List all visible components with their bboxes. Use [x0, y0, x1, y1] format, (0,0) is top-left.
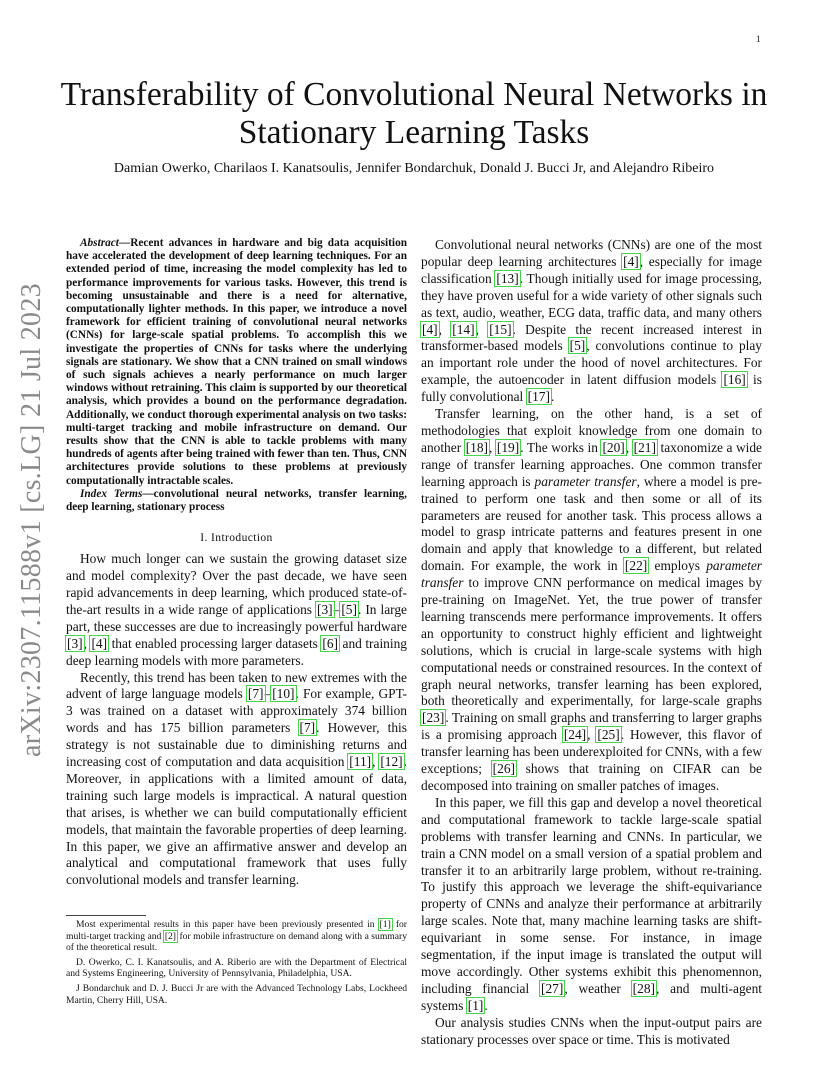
footnote-rule	[66, 915, 146, 916]
paper-title: Transferability of Convolutional Neural Networks in Stationary Learning Tasks	[60, 76, 768, 151]
citation-link[interactable]: [19]	[496, 439, 520, 455]
abstract-text: —Recent advances in hardware and big data acquisition have accelerated the development of deep learning techniques. For an extended period of time, increasing the model complexity has led to performance improvements for various tasks. However, this trend is becoming unsustainable and there is a need for alternative, computationally lighter methods. In this paper, we introduce a novel framework for efficient training of convolutional neural networks (CNNs) for large-scale spatial problems. To accomplish this we investigate the properties of CNNs for tasks where the underlying signals are stationary. We show that a CNN trained on small windows of such signals achieves a nearly performance on much larger windows without retraining. This claim is supported by our theoretical analysis, which provides a bound on the performance degradation. Additionally, we conduct thorough experimental analysis on two tasks: multi-target tracking and mobile infrastructure on demand. Our results show that the CNN is able to tackle problems with many hundreds of agents after being trained with fewer than ten. Thus, CNN architectures provide solutions to these problems at previously computationally intractable scales.	[66, 237, 407, 487]
body-paragraph: Convolutional neural networks (CNNs) are one of the most popular deep learning architectures [4], especially for image classification [13]. Though initially used for image processing, they have proven useful for a wide variety of other signals such as text, audio, weather, ECG data, traffic data, and many others [4], [14], [15]. Despite the recent increased interest in transformer-based models [5], convolutions continue to play an important role under the hood of novel architectures. For example, the autoencoder in latent diffusion models [16] is fully convolutional [17].	[421, 237, 763, 405]
citation-link[interactable]: [11]	[349, 754, 372, 770]
body-paragraph: Recently, this trend has been taken to new extremes with the advent of large language models [7]–[10]. For example, GPT-3 was trained on a dataset with approximately 374 billion words and has 175 billion parameters [7]. However, this strategy is not sustainable due to diminishing returns and increasing cost of computation and data acquisition [11], [12]. Moreover, in applications with a limited amount of data, training such large models is impractical. A natural question that arises, is whether we can build computationally efficient models, that maintain the favorable properties of deep learning. In this paper, we give an affirmative answer and develop an analytical and computational framework that uses fully convolutional models and transfer learning.	[66, 669, 407, 888]
citation-link[interactable]: [22]	[624, 558, 648, 574]
citation-link[interactable]: [14]	[452, 321, 475, 337]
footnote: J Bondarchuk and D. J. Bucci Jr are with the Advanced Technology Labs, Lockheed Martin, Cherry Hill, USA.	[66, 982, 407, 1006]
citation-link[interactable]: [12]	[380, 754, 403, 770]
emphasized-term: parameter transfer	[534, 473, 637, 489]
citation-link[interactable]: [7]	[247, 686, 264, 702]
body-paragraph: How much longer can we sustain the growing dataset size and model complexity? Over the past decade, we have seen rapid advancements in deep learning, which produced state-of-the-art results in a wide range of applications [3]–[5]. In large part, these successes are due to increasingly powerful hardware [3], [4] that enabled processing larger datasets [6] and training deep learning models with more parameters.	[66, 551, 408, 668]
citation-link[interactable]: [23]	[422, 710, 445, 726]
arxiv-identifier: arXiv:2307.11588v1 [cs.LG] 21 Jul 2023	[16, 283, 47, 757]
index-terms	[66, 488, 407, 514]
citation-link[interactable]: [27]	[541, 980, 564, 996]
citation-link[interactable]: [17]	[527, 389, 550, 405]
citation-link[interactable]: [13]	[496, 270, 519, 286]
left-column	[66, 237, 407, 889]
body-paragraph: In this paper, we fill this gap and develop a novel theoretical and computational framework to tackle large-scale spatial problems with transfer learning and CNNs. In particular, we train a CNN model on a small version of a spatial problem and transfer it to an arbitrarily large problem, without re-training. To justify this approach we leverage the shift-equivariance property of CNNs and analyze their performance at arbitrarily large scales. Note that, many machine learning tasks are shift-equivariant in some sense. For instance, in image segmentation, if the input image is translated the output will move accordingly. Other systems exhibit this phenomennon, including financial [27], weather [28], and multi-agent systems [1].	[421, 794, 762, 1013]
author-list: Damian Owerko, Charilaos I. Kanatsoulis, Jennifer Bondarchuk, Donald J. Bucci Jr, and Alejandro Ribeiro	[113, 161, 715, 176]
abstract-label: Abstract	[80, 237, 119, 249]
citation-link[interactable]: [4]	[91, 635, 108, 651]
citation-link[interactable]: [1]	[467, 997, 484, 1013]
index-terms-text: —convolutional neural networks, transfer learning, deep learning, stationary process	[66, 487, 407, 514]
citation-link[interactable]: [20]	[602, 439, 625, 455]
citation-link[interactable]: [7]	[299, 720, 316, 736]
citation-link[interactable]: [25]	[597, 727, 620, 743]
citation-link[interactable]: [10]	[272, 686, 295, 702]
citation-link[interactable]: [6]	[322, 635, 339, 651]
citation-link[interactable]: [24]	[563, 727, 587, 743]
citation-link[interactable]: [16]	[723, 372, 746, 388]
page-number: 1	[756, 34, 761, 44]
citation-link[interactable]: [5]	[569, 338, 586, 354]
citation-link[interactable]: [4]	[422, 321, 438, 337]
left-body-text	[66, 551, 407, 889]
citation-link[interactable]: [3]	[317, 601, 333, 617]
right-body-text	[421, 237, 762, 1049]
citation-link[interactable]: [26]	[492, 761, 515, 777]
citation-link[interactable]: [5]	[341, 601, 357, 617]
citation-link[interactable]: [21]	[633, 439, 656, 455]
citation-link[interactable]: [3]	[67, 635, 83, 651]
footnote: D. Owerko, C. I. Kanatsoulis, and A. Riberio are with the Department of Electrical and Systems Engineering, University of Pennsylvania, Philadelphia, USA.	[66, 956, 407, 980]
footnote: Most experimental results in this paper have been previously presented in [1] for multi-target tracking and [2] for mobile infrastructure on demand along with a summary of the theoretical result.	[66, 919, 407, 954]
citation-link[interactable]: [1]	[379, 919, 391, 930]
body-paragraph: Our analysis studies CNNs when the input-output pairs are stationary processes over space or time. This is motivated	[421, 1014, 762, 1047]
citation-link[interactable]: [4]	[623, 253, 639, 269]
body-paragraph: Transfer learning, on the other hand, is a set of methodologies that exploit knowledge from one domain to another [18], [19]. The works in [20], [21] taxonomize a wide range of transfer learning approaches. One common transfer learning approach is parameter transfer, where a model is pre-trained to perform one task and then some or all of its parameters are reused for another task. This process allows a model to grasp intricate patterns and features present in one domain and apply that knowledge to a different, but related domain. For example, the work in [22] employs parameter transfer to improve CNN performance on medical images by pre-training on ImageNet. Yet, the true power of transfer learning transcends mere performance improvements. It offers an opportunity to construct highly efficient and lightweight solutions, which is crucial in large-scale systems with high computational needs or constrained resources. In the context of graph neural networks, transfer learning has been explored, both theoretically and experimentally, for large-scale graphs [23]. Training on small graphs and transferring to larger graphs is a promising approach [24], [25]. However, this flavor of transfer learning has been underexploited for CNNs, with a few exceptions; [26] shows that training on CIFAR can be decomposed into training on smaller patches of images.	[421, 406, 763, 793]
citation-link[interactable]: [15]	[489, 321, 512, 337]
index-terms-label: Index Terms	[80, 487, 143, 500]
section-heading: I. Introduction	[200, 532, 273, 545]
citation-link[interactable]: [2]	[164, 930, 176, 942]
right-column	[421, 237, 762, 1049]
emphasized-term: parameter transfer	[421, 558, 763, 591]
citation-link[interactable]: [28]	[632, 980, 655, 996]
citation-link[interactable]: [18]	[465, 439, 489, 455]
abstract	[66, 237, 407, 488]
footnotes	[66, 915, 407, 1009]
